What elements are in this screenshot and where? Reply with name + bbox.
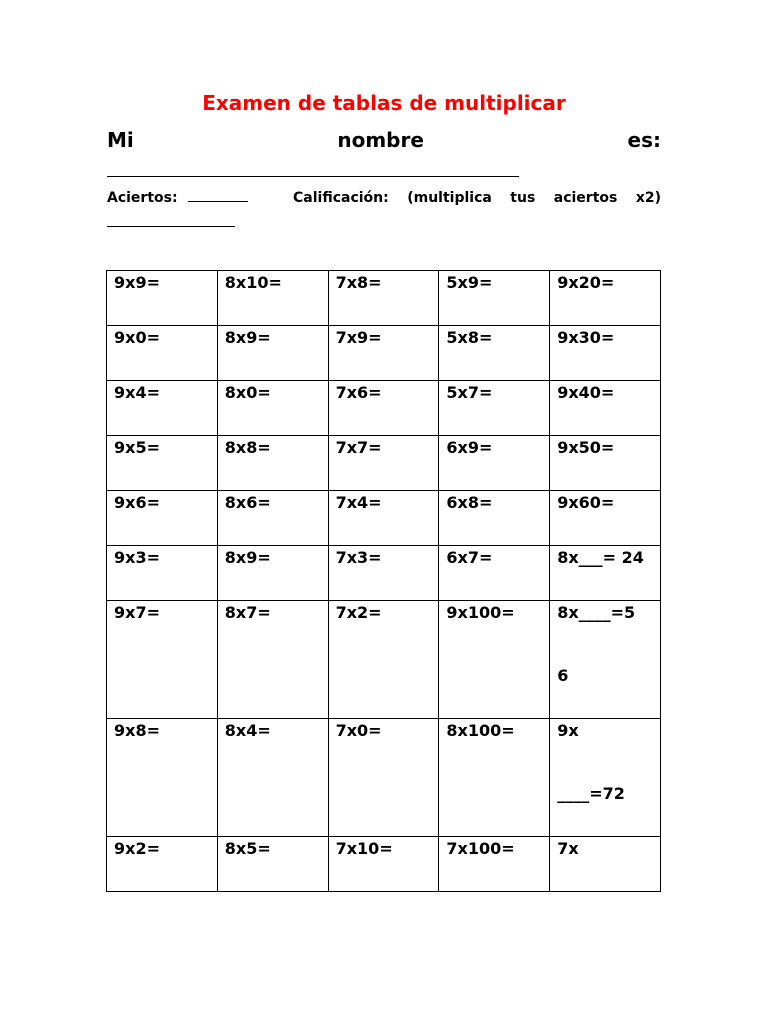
table-cell[interactable]: 7x3= (328, 546, 439, 601)
calificacion-label: Calificación: (293, 190, 389, 206)
table-cell[interactable]: 7x (550, 837, 661, 892)
table-cell[interactable]: 6x9= (439, 436, 550, 491)
table-cell[interactable]: 7x6= (328, 381, 439, 436)
table-cell[interactable]: 7x8= (328, 271, 439, 326)
calificacion-blank-line[interactable] (107, 226, 235, 227)
table-cell[interactable]: 9x5= (107, 436, 218, 491)
name-label-es: es: (627, 128, 661, 152)
table-cell[interactable]: 9x100= (439, 601, 550, 719)
table-cell[interactable]: 9x2= (107, 837, 218, 892)
table-cell[interactable]: 9x50= (550, 436, 661, 491)
aciertos-group (107, 189, 248, 206)
table-cell[interactable]: 8x6= (217, 491, 328, 546)
name-label-mi: Mi (107, 128, 134, 152)
table-row (107, 326, 661, 381)
table-cell[interactable]: 9x40= (550, 381, 661, 436)
table-cell[interactable]: 5x9= (439, 271, 550, 326)
table-cell[interactable]: 6x7= (439, 546, 550, 601)
table-cell[interactable]: 8x10= (217, 271, 328, 326)
cell-line-2: ____=72 (557, 784, 625, 803)
table-cell[interactable]: 5x8= (439, 326, 550, 381)
table-cell[interactable]: 9x7= (107, 601, 218, 719)
name-line (107, 128, 661, 152)
table-row (107, 271, 661, 326)
table-cell[interactable]: 8x7= (217, 601, 328, 719)
calificacion-word-multiplica: (multiplica (407, 190, 492, 206)
table-cell[interactable]: 9x4= (107, 381, 218, 436)
table-row (107, 491, 661, 546)
table-cell[interactable]: 5x7= (439, 381, 550, 436)
table-row (107, 546, 661, 601)
table-cell[interactable]: 8x___= 24 (550, 546, 661, 601)
table-cell[interactable]: 8x8= (217, 436, 328, 491)
table-cell[interactable]: 9x60= (550, 491, 661, 546)
table-cell[interactable] (550, 601, 661, 719)
aciertos-label: Aciertos: (107, 190, 178, 206)
aciertos-blank[interactable] (188, 189, 248, 202)
table-row (107, 436, 661, 491)
table-cell[interactable]: 7x0= (328, 719, 439, 837)
table-cell[interactable]: 9x20= (550, 271, 661, 326)
table-cell[interactable]: 9x9= (107, 271, 218, 326)
table-cell[interactable]: 8x9= (217, 326, 328, 381)
cell-line-2: 6 (557, 666, 569, 685)
cell-line-1: 9x (557, 721, 579, 740)
table-cell[interactable]: 7x10= (328, 837, 439, 892)
name-blank-line[interactable] (107, 176, 519, 177)
table-cell[interactable]: 8x5= (217, 837, 328, 892)
table-cell[interactable]: 7x2= (328, 601, 439, 719)
table-cell[interactable]: 9x30= (550, 326, 661, 381)
table-cell[interactable]: 8x4= (217, 719, 328, 837)
name-label-nombre: nombre (337, 128, 424, 152)
table-cell[interactable]: 9x8= (107, 719, 218, 837)
table-row (107, 601, 661, 719)
table-cell[interactable]: 7x4= (328, 491, 439, 546)
table-cell[interactable]: 9x3= (107, 546, 218, 601)
calificacion-word-x2: x2) (635, 190, 661, 206)
cell-line-1: 8x____=5 (557, 603, 636, 622)
table-cell[interactable]: 8x9= (217, 546, 328, 601)
calificacion-word-tus: tus (510, 190, 536, 206)
calificacion-group (293, 190, 661, 206)
table-row (107, 381, 661, 436)
table-cell[interactable]: 6x8= (439, 491, 550, 546)
table-cell[interactable]: 9x0= (107, 326, 218, 381)
table-cell[interactable] (550, 719, 661, 837)
table-row (107, 837, 661, 892)
table-cell[interactable]: 7x100= (439, 837, 550, 892)
table-cell[interactable]: 9x6= (107, 491, 218, 546)
table-cell[interactable]: 7x9= (328, 326, 439, 381)
table-cell[interactable]: 8x100= (439, 719, 550, 837)
multiplication-table (106, 270, 661, 892)
table-cell[interactable]: 7x7= (328, 436, 439, 491)
table-cell[interactable]: 8x0= (217, 381, 328, 436)
table-row (107, 719, 661, 837)
score-line (107, 189, 661, 206)
exam-title: Examen de tablas de multiplicar (202, 91, 566, 115)
calificacion-word-aciertos: aciertos (553, 190, 618, 206)
